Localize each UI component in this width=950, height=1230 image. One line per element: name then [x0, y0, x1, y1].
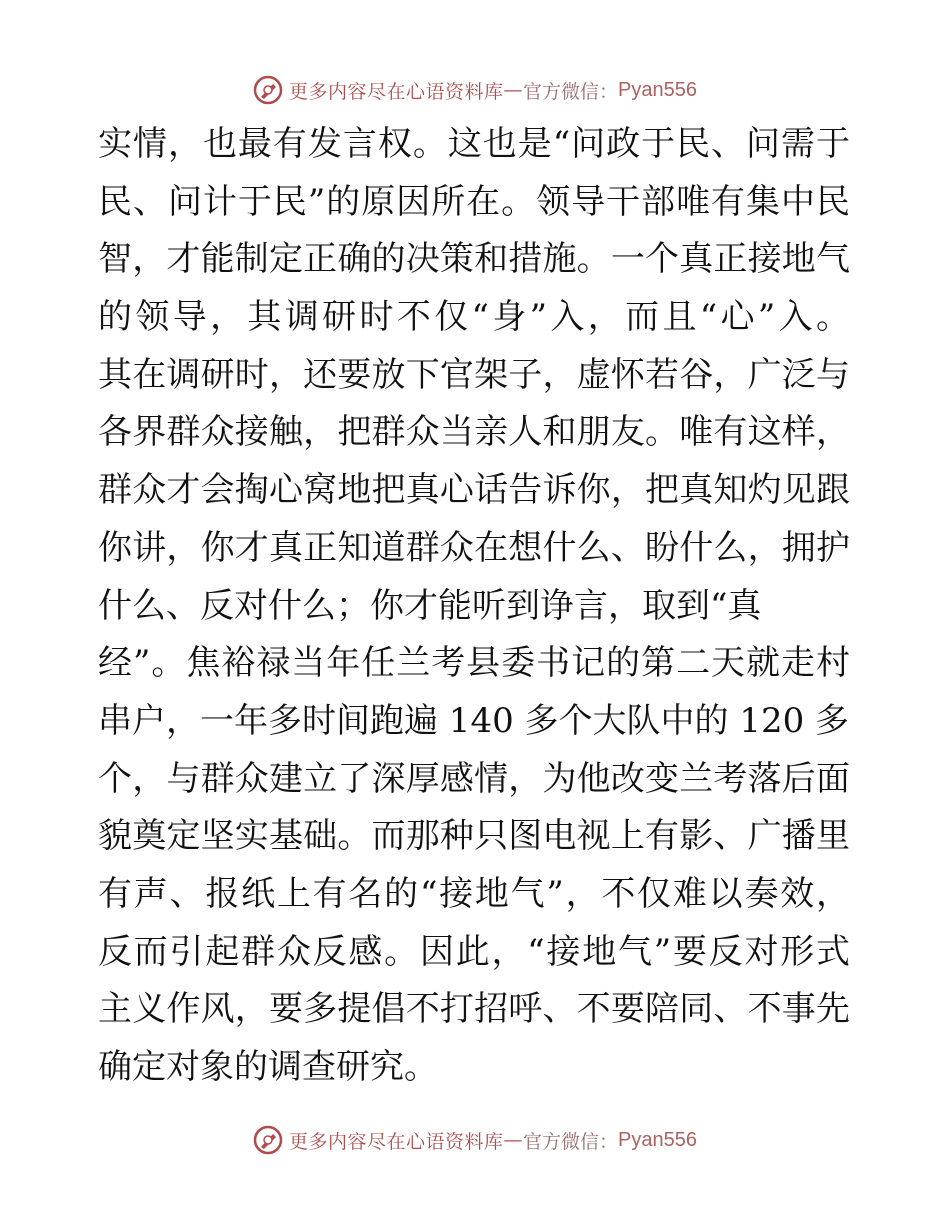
banner-dash: — [503, 1129, 524, 1151]
wechat-label: 官方微信： [523, 1130, 619, 1153]
text-line: 什么、反对什么；你才能听到诤言，取到“真 [98, 585, 762, 626]
text-line: 实情，也最有发言权。这也是“问政于民、问需于 [98, 124, 850, 164]
text-line: 你讲，你才真正知道群众在想什么、盼什么，拥护 [98, 527, 850, 568]
text-line: 经”。焦裕禄当年任兰考县委书记的第二天就走村 [98, 643, 850, 684]
banner-text: 更多内容尽在心语资料库 [289, 80, 504, 103]
logo-icon [253, 1125, 283, 1155]
text-line: 个，与群众建立了深厚感情，为他改变兰考落后面 [98, 758, 850, 799]
wechat-id: Pyan556 [618, 1128, 697, 1151]
wechat-label: 官方微信： [523, 80, 619, 103]
text-line: 貌奠定坚实基础。而那种只图电视上有影、广播里 [98, 816, 850, 857]
footer-banner [0, 1120, 950, 1160]
logo-icon [253, 75, 283, 105]
text-line: 民、问计于民”的原因所在。领导干部唯有集中民 [98, 181, 850, 222]
text-line: 其在调研时，还要放下官架子，虚怀若谷，广泛与 [98, 354, 850, 395]
text-line: 反而引起群众反感。因此，“接地气”要反对形式 [98, 931, 850, 972]
banner-dash: — [503, 79, 524, 101]
text-line: 有声、报纸上有名的“接地气”，不仅难以奏效， [98, 873, 850, 914]
document-body [98, 116, 850, 1097]
text-line: 智，才能制定正确的决策和措施。一个真正接地气 [98, 239, 850, 280]
text-line: 群众才会掏心窝地把真心话告诉你，把真知灼见跟 [98, 470, 850, 511]
header-banner [0, 70, 950, 110]
banner-text: 更多内容尽在心语资料库 [289, 1130, 504, 1153]
text-line: 各界群众接触，把群众当亲人和朋友。唯有这样， [98, 412, 850, 453]
text-line: 确定对象的调查研究。 [98, 1047, 438, 1087]
wechat-id: Pyan556 [618, 78, 697, 101]
text-line: 的领导，其调研时不仅“身”入，而且“心”入。 [98, 297, 850, 338]
text-line: 串户，一年多时间跑遍 140 多个大队中的 120 多 [98, 700, 850, 741]
text-line: 主义作风，要多提倡不打招呼、不要陪同、不事先 [98, 989, 850, 1030]
